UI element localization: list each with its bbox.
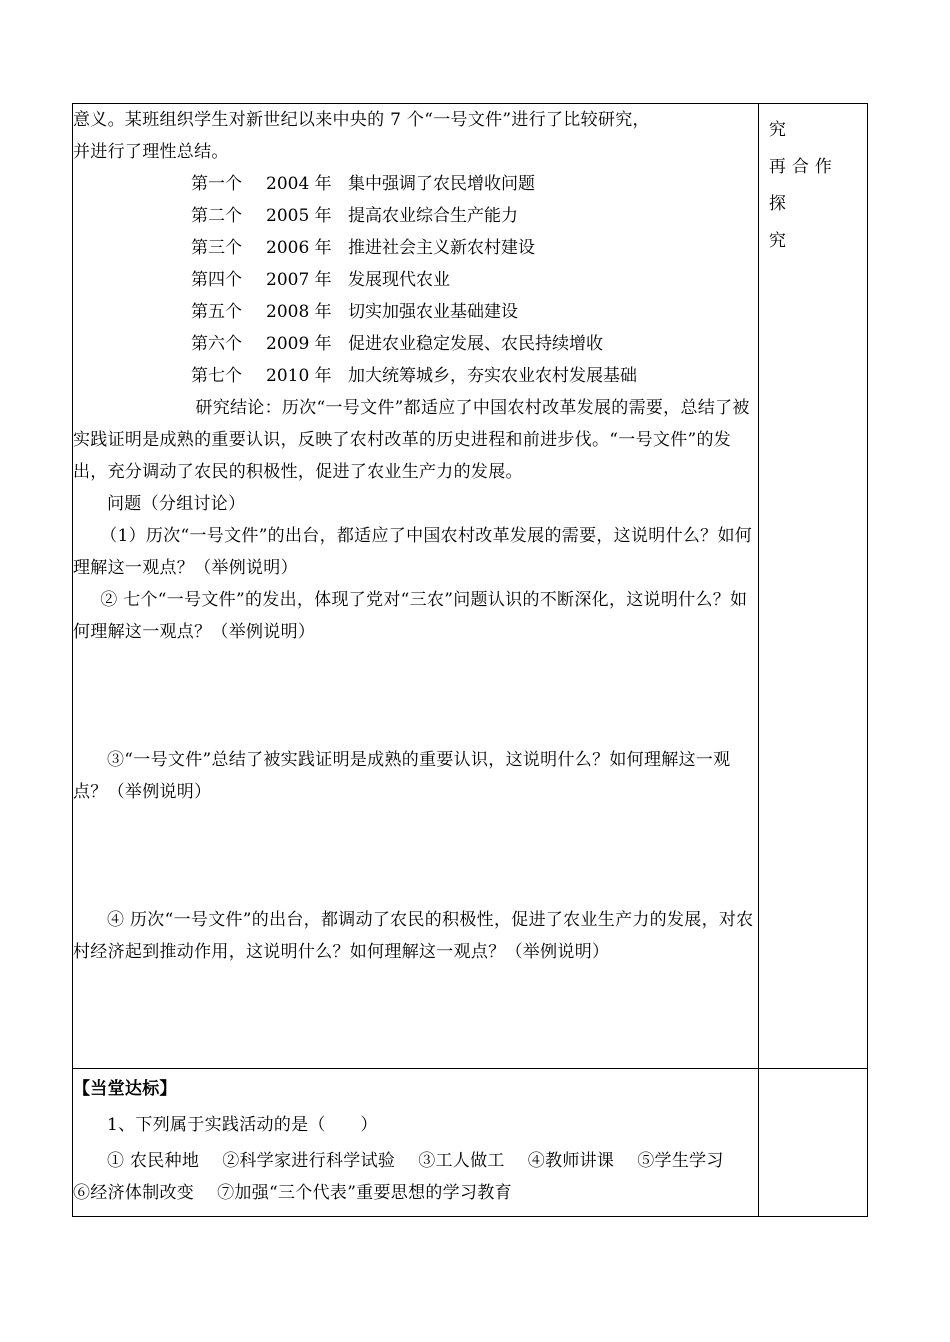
document-topic: 提高农业综合生产能力 (348, 206, 518, 226)
document-topic: 切实加强农业基础建设 (348, 302, 518, 322)
document-topic: 加大统筹城乡，夯实农业农村发展基础 (348, 366, 637, 386)
document-ordinal: 第七个 (191, 366, 242, 386)
answer-space[interactable] (73, 648, 758, 744)
practice-question: 1、下列属于实践活动的是（ ） (107, 1115, 378, 1135)
document-row (73, 168, 758, 200)
discussion-heading: 问题（分组讨论） (107, 494, 246, 514)
side-note-line: 究 (768, 231, 792, 251)
research-conclusion: 研究结论：历次“一号文件”都适应了中国农村改革发展的需要，总结了被实践证明是成熟的重要认识，反映了农村改革的历史进程和前进步伐。“一号文件”的发出，充分调动了农民的积极性，促进了农业生产力的发展。 (73, 398, 750, 482)
document-row (73, 264, 758, 296)
question-2: ② 七个“一号文件”的发出，体现了党对“三农”问题认识的不断深化，这说明什么？如何理解这一观点？（举例说明） (73, 590, 748, 642)
document-year: 2009 年 (266, 334, 332, 354)
document-row (73, 360, 758, 392)
inquiry-side-cell (758, 104, 867, 1069)
intro-line-1: 意义。某班组织学生对新世纪以来中央的 7 个“一号文件”进行了比较研究， (73, 110, 650, 130)
inquiry-row (73, 104, 868, 1069)
document-year: 2010 年 (266, 366, 332, 386)
document-ordinal: 第四个 (191, 270, 242, 290)
intro-line-2: 并进行了理性总结。 (73, 142, 229, 162)
document-ordinal: 第二个 (191, 206, 242, 226)
document-year: 2006 年 (266, 238, 332, 258)
question-1: （1）历次“一号文件”的出台，都适应了中国农村改革发展的需要，这说明什么？如何理解这一观点？（举例说明） (73, 526, 753, 578)
inquiry-content-cell (73, 104, 759, 1069)
document-list (73, 168, 758, 392)
practice-title: 【当堂达标】 (73, 1079, 177, 1099)
document-topic: 发展现代农业 (348, 270, 450, 290)
document-row (73, 200, 758, 232)
question-3: ③“一号文件”总结了被实践证明是成熟的重要认识，这说明什么？如何理解这一观点？（举例说明） (73, 750, 731, 802)
side-note-line: 再合作探 (768, 157, 838, 214)
document-row (73, 296, 758, 328)
document-ordinal: 第五个 (191, 302, 242, 322)
document-ordinal: 第三个 (191, 238, 242, 258)
document-topic: 集中强调了农民增收问题 (348, 174, 535, 194)
side-note-line: 究 (768, 120, 792, 140)
lesson-table (72, 103, 868, 1217)
document-row (73, 232, 758, 264)
document-ordinal: 第一个 (191, 174, 242, 194)
document-row (73, 328, 758, 360)
document-year: 2008 年 (266, 302, 332, 322)
practice-options: ① 农民种地 ②科学家进行科学试验 ③工人做工 ④教师讲课 ⑤学生学习 ⑥经济体制改变 ⑦加强“三个代表”重要思想的学习教育 (73, 1151, 747, 1203)
question-4: ④ 历次“一号文件”的出台，都调动了农民的积极性，促进了农业生产力的发展，对农村经济起到推动作用，这说明什么？如何理解这一观点？（举例说明） (73, 910, 754, 962)
document-year: 2007 年 (266, 270, 332, 290)
practice-content-cell (73, 1069, 759, 1217)
practice-side-cell (758, 1069, 867, 1217)
document-year: 2005 年 (266, 206, 332, 226)
document-topic: 促进农业稳定发展、农民持续增收 (348, 334, 603, 354)
practice-row (73, 1069, 868, 1217)
answer-space[interactable] (73, 808, 758, 904)
document-year: 2004 年 (266, 174, 332, 194)
document-topic: 推进社会主义新农村建设 (348, 238, 535, 258)
document-ordinal: 第六个 (191, 334, 242, 354)
